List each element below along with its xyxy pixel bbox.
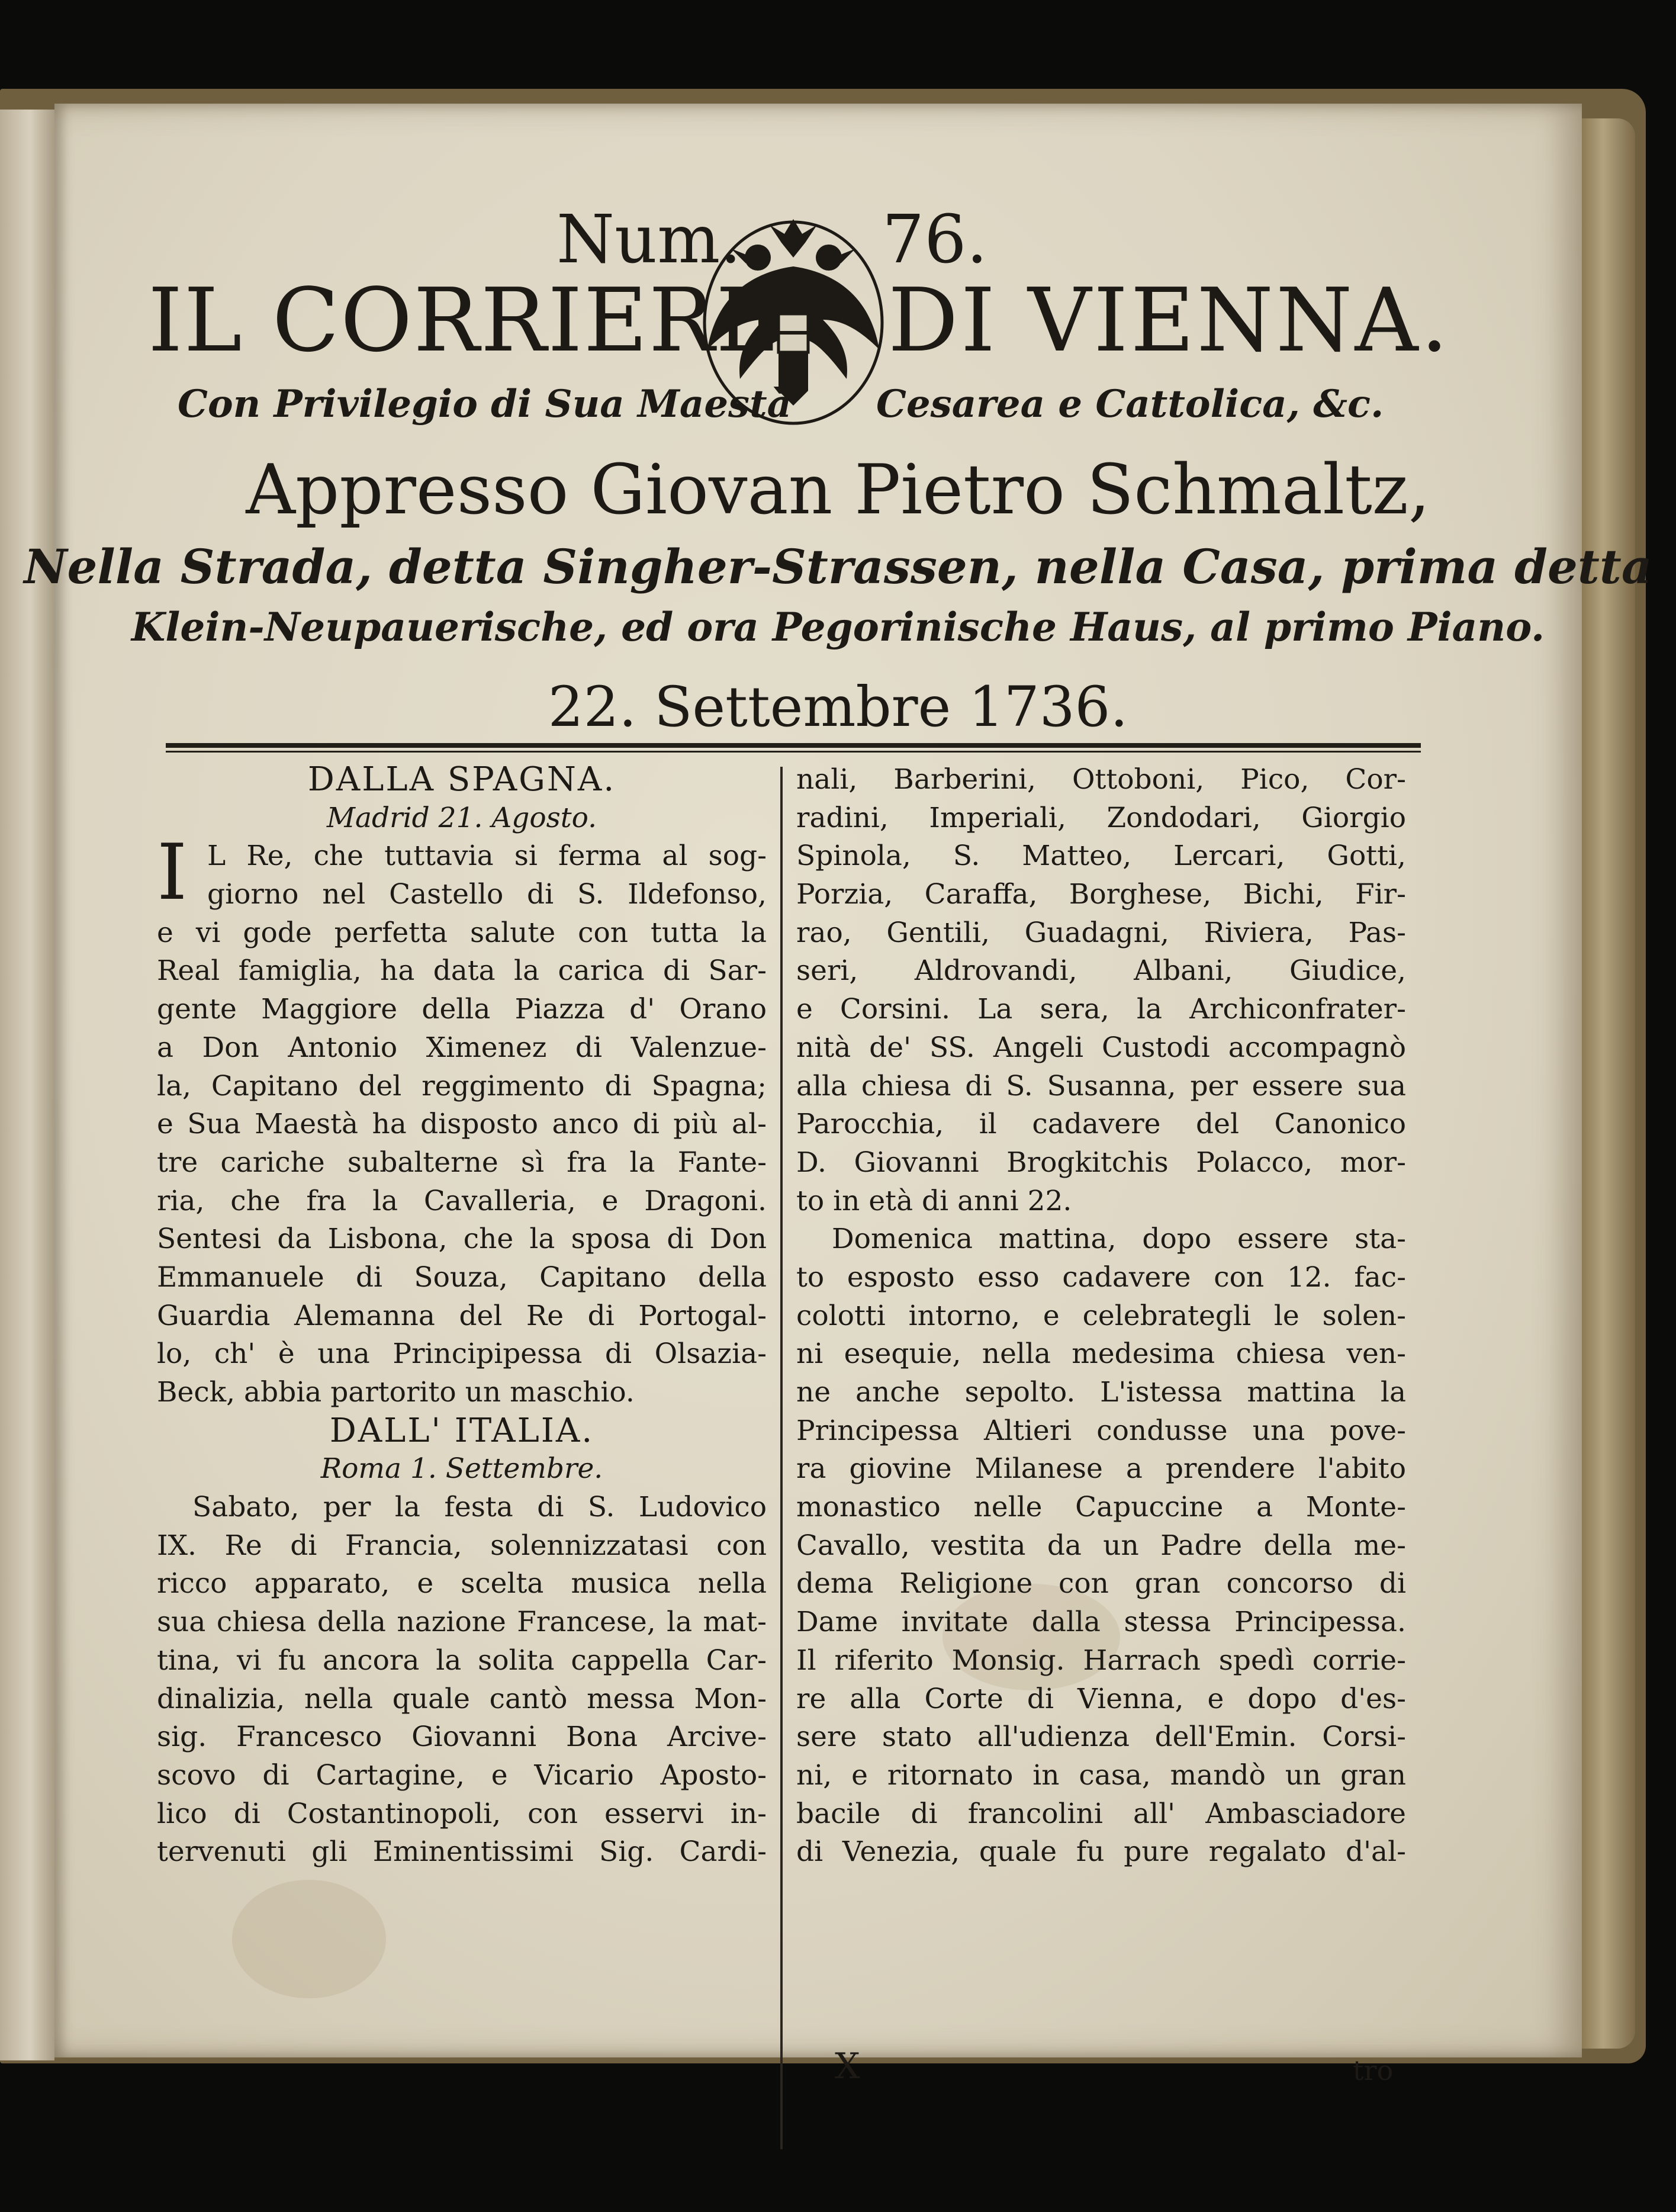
text-line: e vi gode perfetta salute con tutta la [157,916,767,949]
text-line: Porzia, Caraffa, Borghese, Bichi, Fir- [796,878,1406,911]
text-line: to esposto esso cadavere con 12. fac- [796,1261,1406,1294]
privilege-right: Cesarea e Cattolica, &c. [876,382,1384,426]
header-rule-thin [166,751,1421,753]
text-line: ni, e ritornato in casa, mandò un gran [796,1758,1406,1792]
text-line: la, Capitano del reggimento di Spagna; [157,1069,767,1102]
text-line: Principessa Altieri condusse una pove- [796,1414,1406,1447]
text-line: scovo di Cartagine, e Vicario Aposto- [157,1758,767,1792]
title-left: IL CORRIERE [148,269,781,371]
text-line: seri, Aldrovandi, Albani, Giudice, [796,954,1406,988]
text-line: ni esequie, nella medesima chiesa ven- [796,1338,1406,1371]
signature-mark: X [835,2046,860,2087]
catchword: tro [1353,2055,1394,2086]
text-line: bacile di francolini all' Ambasciadore [796,1797,1406,1830]
text-line: Cavallo, vestita da un Padre della me- [796,1529,1406,1562]
text-line: ne anche sepolto. L'istessa mattina la [796,1376,1406,1409]
text-line: DALL' ITALIA. [329,1412,594,1450]
text-line: giorno nel Castello di S. Ildefonso, [207,878,767,911]
text-line: sua chiesa della nazione Francese, la mat- [157,1606,767,1639]
text-line: a Don Antonio Ximenez di Valenzue- [157,1031,767,1064]
text-line: tina, vi fu ancora la solita cappella Car- [157,1644,767,1677]
text-line: to in età di anni 22. [796,1184,1072,1217]
header-rule [166,743,1421,748]
text-line: nità de' SS. Angeli Custodi accompagnò [796,1031,1406,1064]
text-line: Guardia Alemanna del Re di Portogal- [157,1299,767,1332]
privilege-left: Con Privilegio di Sua Maestà [178,382,792,426]
text-line: re alla Corte di Vienna, e dopo d'es- [796,1682,1406,1715]
text-line: DALLA SPAGNA. [307,761,616,799]
text-line: e Sua Maestà ha disposto anco di più al- [157,1108,767,1141]
title-right: DI VIENNA. [888,269,1451,371]
text-line: Domenica mattina, dopo essere sta- [832,1223,1406,1256]
text-line: Sentesi da Lisbona, che la sposa di Don [157,1223,767,1256]
text-line: D. Giovanni Brogkitchis Polacco, mor- [796,1146,1406,1179]
text-line: tervenuti gli Eminentissimi Sig. Cardi- [157,1835,767,1869]
address-line-1: Nella Strada, detta Singher-Strassen, nella Casa, prima detta [24,539,1652,594]
text-line: L Re, che tuttavia si ferma al sog- [207,840,767,873]
text-line: ricco apparato, e scelta musica nella [157,1567,767,1600]
text-line: ria, che fra la Cavalleria, e Dragoni. [157,1184,767,1217]
text-line: radini, Imperiali, Zondodari, Giorgio [796,801,1406,834]
text-line: tre cariche subalterne sì fra la Fante- [157,1146,767,1179]
text-line: dema Religione con gran concorso di [796,1567,1406,1600]
text-line: Beck, abbia partorito un maschio. [157,1376,635,1409]
text-line: sere stato all'udienza dell'Emin. Corsi- [796,1721,1406,1754]
text-line: Real famiglia, ha data la carica di Sar- [157,954,767,988]
text-line: sig. Francesco Giovanni Bona Arcive- [157,1721,767,1754]
text-line: Madrid 21. Agosto. [326,801,597,834]
text-line: rao, Gentili, Guadagni, Riviera, Pas- [796,916,1406,949]
text-line: Sabato, per la festa di S. Ludovico [192,1491,767,1524]
text-line: lico di Costantinopoli, con esservi in- [157,1797,767,1830]
text-line: di Venezia, quale fu pure regalato d'al- [796,1835,1406,1869]
issue-date: 22. Settembre 1736. [548,675,1128,740]
text-line: gente Maggiore della Piazza d' Orano [157,993,767,1026]
text-line: IX. Re di Francia, solennizzatasi con [157,1529,767,1562]
publisher-line: Appresso Giovan Pietro Schmaltz, [246,450,1430,530]
left-column [157,761,767,1872]
page-stack-edge [1582,118,1635,2049]
text-line: monastico nelle Capuccine a Monte- [796,1491,1406,1524]
text-line: alla chiesa di S. Susanna, per essere sua [796,1069,1406,1102]
text-line: Il riferito Monsig. Harrach spedì corrie- [796,1644,1406,1677]
text-line: Roma 1. Settembre. [320,1452,603,1486]
issue-number-value: 76. [882,201,988,278]
right-column [796,761,1406,1872]
address-line-2: Klein-Neupauerische, ed ora Pegorinische Haus, al primo Piano. [131,604,1545,650]
text-line: Spinola, S. Matteo, Lercari, Gotti, [796,840,1406,873]
column-divider [780,767,783,2149]
text-line: ra giovine Milanese a prendere l'abito [796,1452,1406,1486]
facing-page-edge [0,110,54,2060]
text-line: colotti intorno, e celebrategli le solen- [796,1299,1406,1332]
text-line: dinalizia, nella quale cantò messa Mon- [157,1682,767,1715]
text-line: Parocchia, il cadavere del Canonico [796,1108,1406,1141]
text-line: lo, ch' è una Principipessa di Olsazia- [157,1338,767,1371]
text-line: Dame invitate dalla stessa Principessa. [796,1606,1406,1639]
issue-number-label: Num. [556,201,741,278]
text-line: Emmanuele di Souza, Capitano della [157,1261,767,1294]
text-line: e Corsini. La sera, la Archiconfrater- [796,993,1406,1026]
text-line: nali, Barberini, Ottoboni, Pico, Cor- [796,763,1406,796]
drop-cap: I [157,827,188,917]
